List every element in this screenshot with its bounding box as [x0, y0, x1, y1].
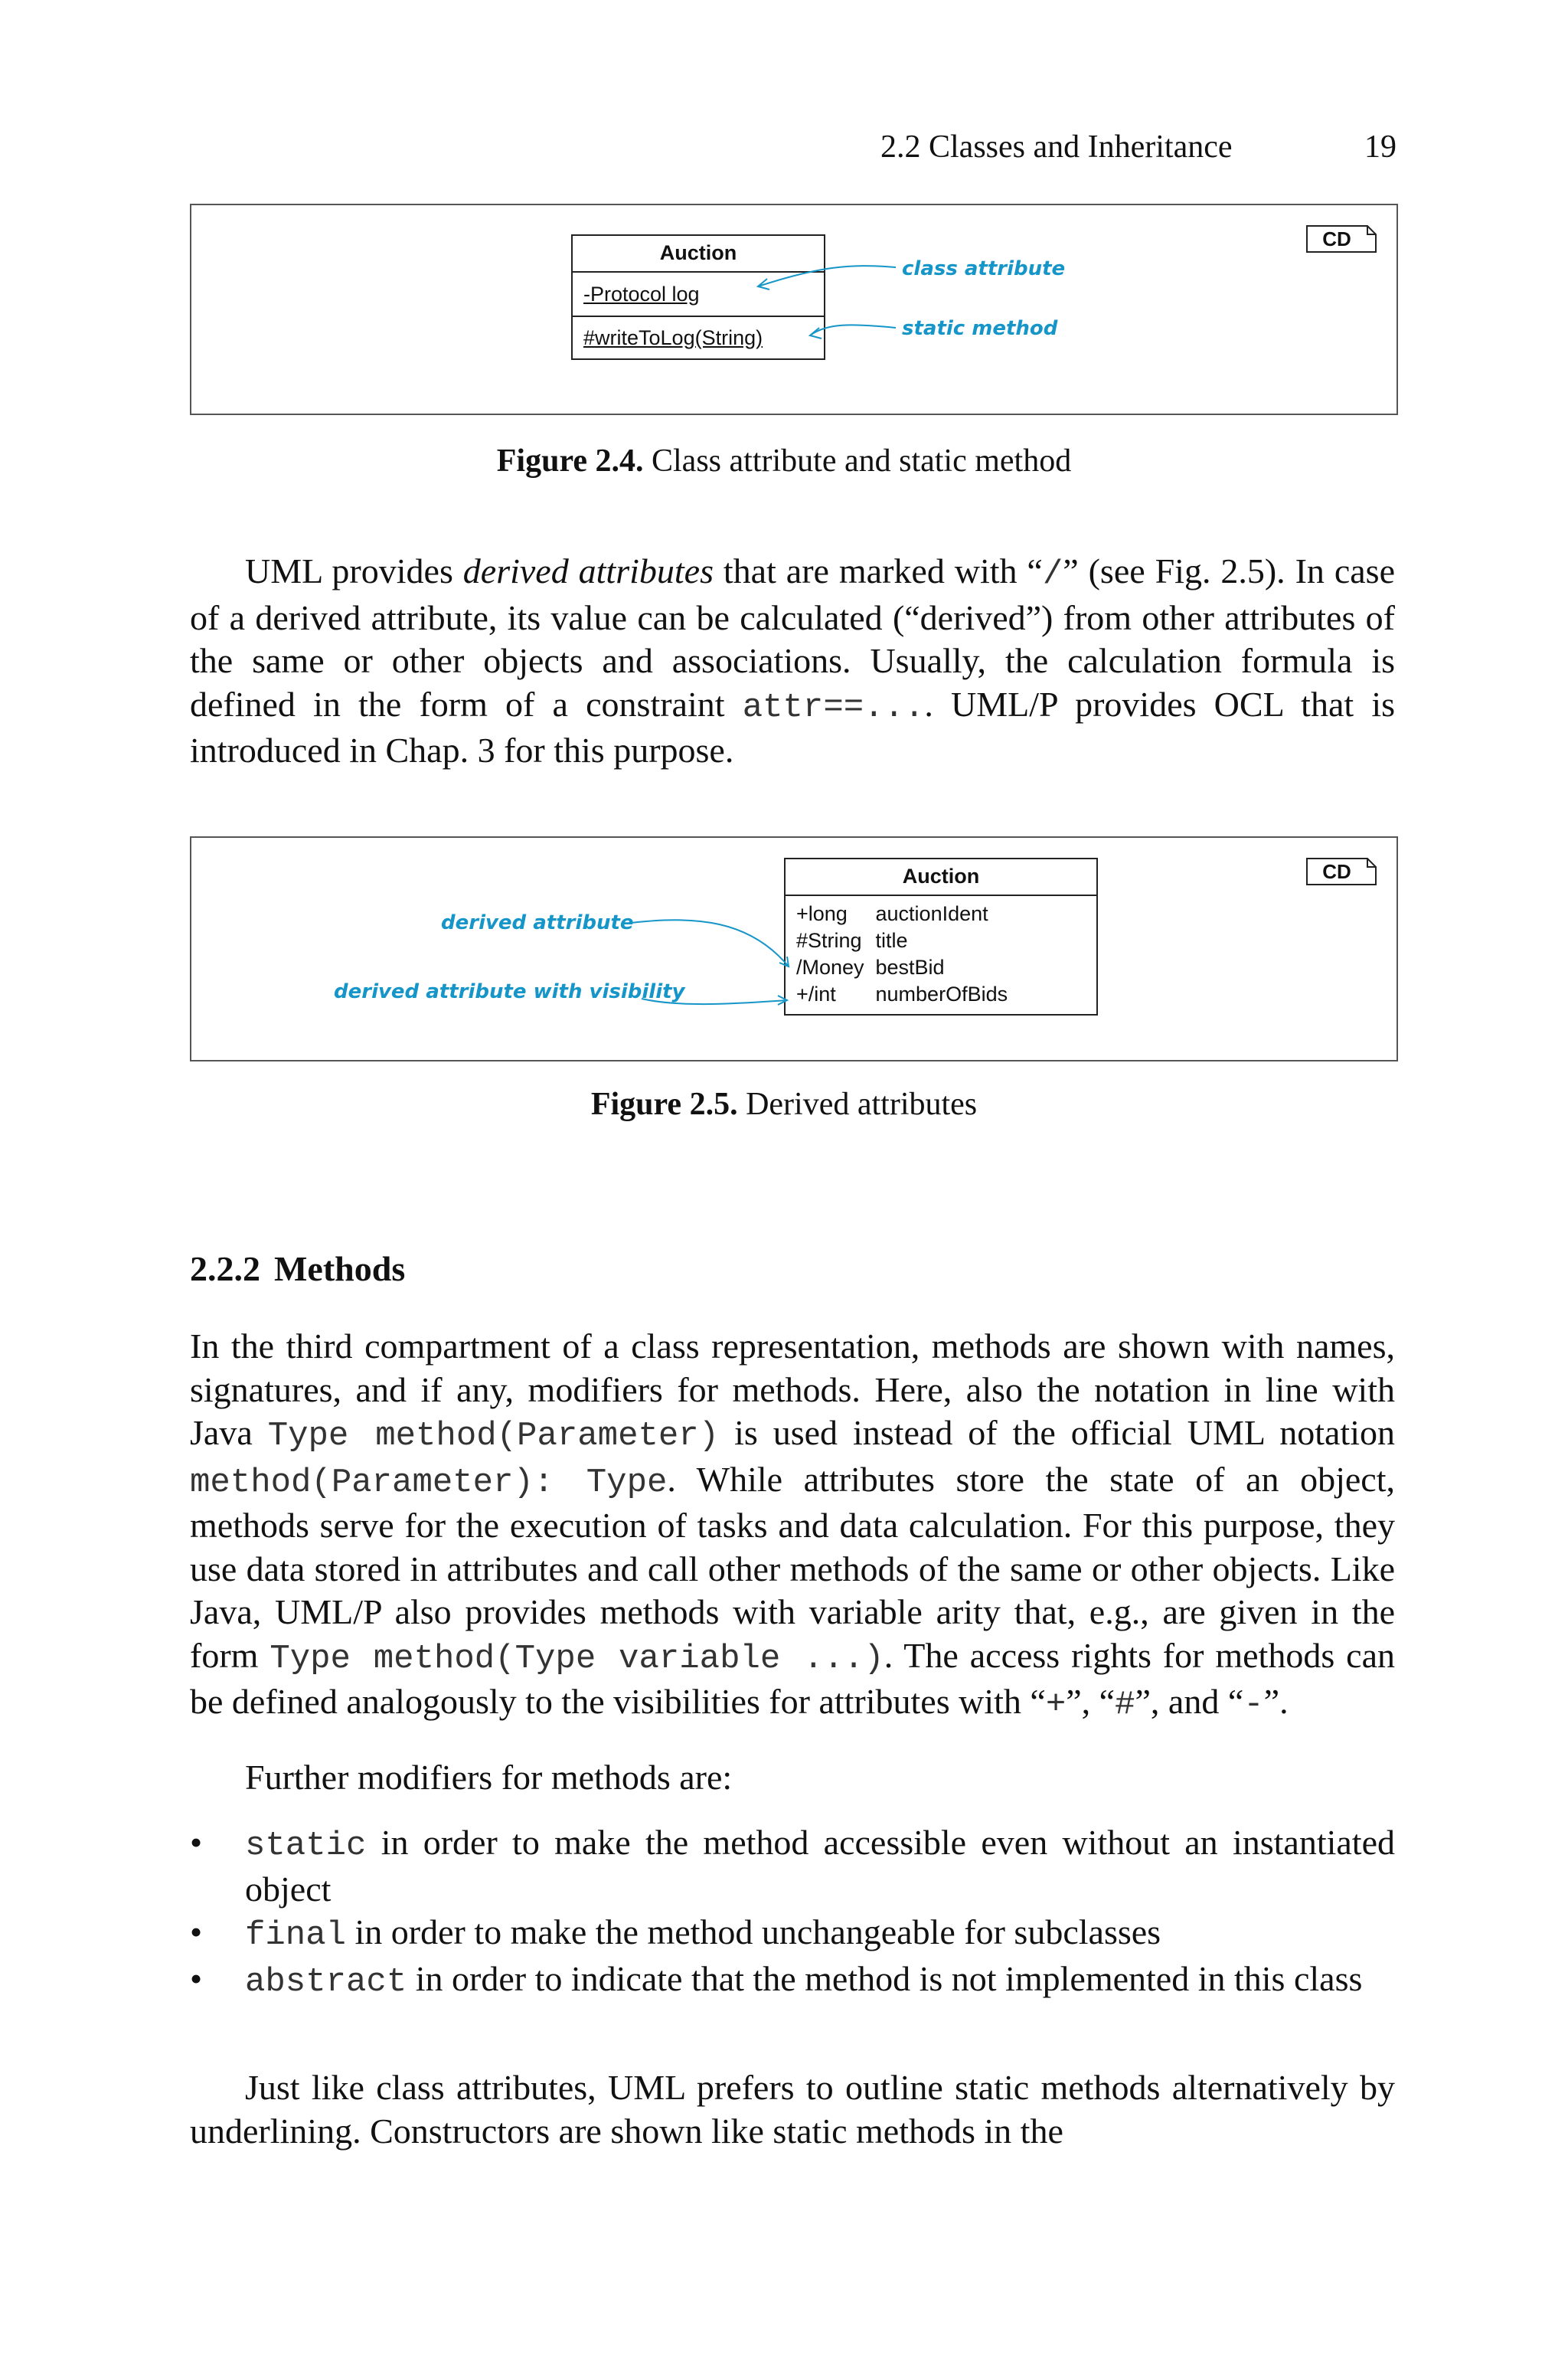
class-name: Auction [786, 859, 1096, 896]
running-header-title: 2.2 Classes and Inheritance [880, 129, 1233, 165]
list-item-text: in order to make the method accessible even without an instantiated object [245, 1823, 1395, 1909]
note-derived-attribute: derived attribute [441, 911, 634, 934]
attribute-type: #String [796, 929, 862, 952]
modifier-list [190, 1821, 1395, 2003]
section-heading-methods [190, 1248, 405, 1289]
class-name: Auction [573, 236, 824, 273]
keyword-static: static [245, 1827, 367, 1865]
note-class-attribute: class attribute [902, 257, 1066, 280]
text: ”, and “ [1135, 1682, 1244, 1721]
text: . UML/P provides OCL that is introduced in Chap. 3 for this purpose. [190, 684, 1395, 770]
cd-tag-label: CD [1322, 860, 1351, 883]
code-uml-signature: method(Parameter): Type [190, 1463, 668, 1502]
attribute-name: numberOfBids [875, 983, 1008, 1006]
attribute-name: auctionIdent [875, 902, 988, 925]
attribute-type: +/int [796, 983, 836, 1006]
bullet: • [190, 1958, 203, 1998]
text: is used instead of the official UML notation [719, 1413, 1395, 1452]
code-plus: + [1045, 1686, 1067, 1724]
list-item [190, 1821, 1395, 1911]
attribute-name: title [875, 929, 908, 952]
list-item-text: in order to indicate that the method is not implemented in this class [407, 1958, 1363, 1998]
text: UML provides [245, 551, 463, 590]
list-item [190, 1958, 1395, 2004]
paragraph-derived-attributes [190, 550, 1395, 773]
code-minus: - [1243, 1686, 1264, 1724]
code-java-signature: Type method(Parameter) [267, 1417, 720, 1455]
caption-text: Derived attributes [746, 1087, 978, 1122]
text: In the third compartment of a class representation, methods are shown with names, signatures, and if any, modifiers for methods. Here, also the notation in line with Java [190, 1326, 1395, 1452]
paragraph-methods [190, 1325, 1395, 1727]
text: ”, “ [1066, 1682, 1116, 1721]
attribute-type: /Money [796, 956, 864, 979]
attribute-name: bestBid [875, 956, 945, 979]
list-item [190, 1911, 1395, 1958]
text: ”. [1263, 1682, 1289, 1721]
bullet: • [190, 1912, 203, 1951]
bullet: • [190, 1823, 203, 1862]
list-item-text: in order to make the method unchangeable for subclasses [346, 1912, 1161, 1951]
note-static-method: static method [902, 317, 1058, 340]
cd-tag-label: CD [1322, 227, 1351, 250]
text: . The access rights for methods can be defined analogously to the visibilities for attributes with “ [190, 1635, 1395, 1721]
code-constraint: attr==... [742, 688, 925, 727]
paragraph-static-methods: Just like class attributes, UML prefers to outline static methods alternatively by underlining. Constructors are shown like static methods in the [190, 2068, 1395, 2151]
text: . While attributes store the state of an object, methods serve for the execution of tasks and data calculation. For this purpose, they use data stored in attributes and call other methods of the same or other objects. Like Java, UML/P also provides methods with variable arity that, e.g., are given in the form [190, 1459, 1395, 1675]
static-method: #writeToLog(String) [583, 326, 763, 349]
note-derived-attribute-visibility: derived attribute with visibility [334, 980, 685, 1003]
text: that are marked with “ [713, 551, 1043, 590]
attribute-type: +long [796, 902, 848, 925]
page-number: 19 [1364, 129, 1396, 165]
code-variable-arity: Type method(Type variable ...) [270, 1639, 884, 1678]
figure-2-4-caption [0, 443, 1568, 479]
caption-text: Class attribute and static method [652, 443, 1072, 479]
note-connectors [191, 838, 1396, 1060]
keyword-final: final [245, 1916, 347, 1954]
note-connectors [191, 205, 1396, 414]
figure-2-5 [190, 836, 1398, 1061]
section-title: Methods [274, 1249, 406, 1288]
section-number: 2.2.2 [190, 1249, 260, 1288]
paragraph-modifiers-intro: Further modifiers for methods are: [245, 1758, 733, 1797]
keyword-abstract: abstract [245, 1962, 407, 2001]
caption-label: Figure 2.5. [590, 1087, 738, 1122]
code-slash: / [1042, 555, 1063, 594]
figure-2-5-caption [0, 1086, 1568, 1123]
code-hash: # [1115, 1686, 1135, 1724]
class-attribute: -Protocol log [583, 283, 700, 306]
caption-label: Figure 2.4. [496, 443, 644, 479]
emphasis-derived-attributes: derived attributes [462, 551, 714, 590]
text: ” (see Fig. 2.5). In case of a derived attribute, its value can be calculated (“derived”) from other attributes of the same or other objects and associations. Usually, the calculation formula is defined in the form of a constraint [190, 551, 1395, 724]
figure-2-4 [190, 204, 1398, 415]
